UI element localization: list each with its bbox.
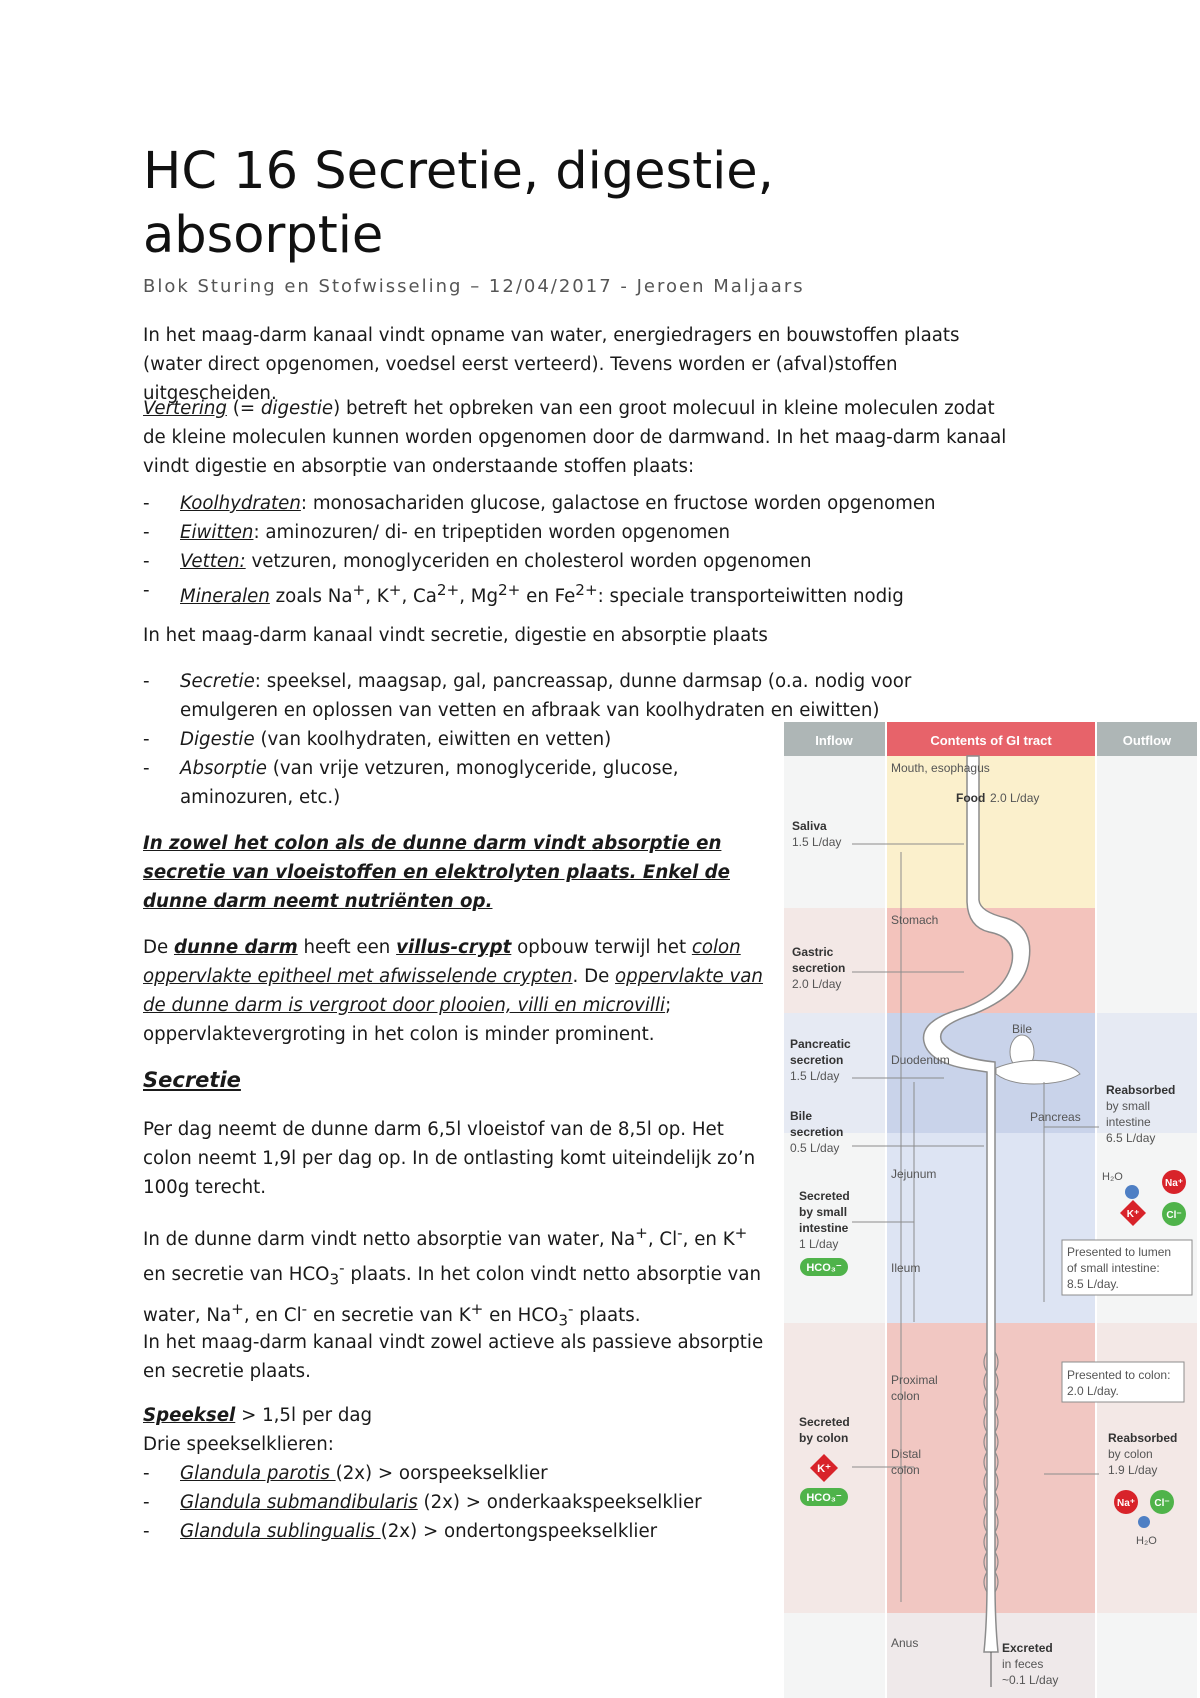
cl-ion-label: Cl⁻ [1154,1498,1170,1509]
mouth-label: Mouth, esophagus [891,761,990,775]
bile-secretion-label-1: Bile [790,1109,813,1123]
na-ion-label: Na⁺ [1164,1178,1184,1189]
k-ion-label: K⁺ [817,1463,831,1475]
dunne-darm-term: dunne darm [173,937,298,958]
villus-crypt-term: villus-crypt [396,937,512,958]
gastric-label-2: secretion [792,961,846,975]
klier-term: Glandula parotis [180,1463,336,1484]
colon-note [143,829,775,916]
bile-secretion-label-2: secretion [790,1125,844,1139]
presented-small-1: Presented to lumen [1067,1245,1172,1259]
pancreatic-label-2: secretion [790,1053,844,1067]
superscript: - [339,1259,345,1278]
water-molecule [1138,1516,1150,1528]
list-item [143,547,1013,576]
structuur-text: heeft een [297,937,397,958]
mineralen-text: , Mg [459,586,499,608]
klieren-list [143,1459,775,1546]
cl-ion-label: Cl⁻ [1166,1210,1182,1221]
food-label: Food [956,791,986,805]
netto-text: plaats. In het colon vindt netto absorptie van water, Na [143,1264,761,1326]
water-label: H₂O [1102,1171,1123,1183]
saliva-label: Saliva [792,819,827,833]
netto-text: , en K [682,1229,735,1251]
colon-note-emph: absorptie en secretie [143,833,722,883]
reabs-colon-label-1: Reabsorbed [1108,1431,1178,1445]
netto-text: en HCO [483,1304,559,1326]
superscript: + [470,1299,484,1318]
structuur-text: ; oppervlaktevergroting in het colon is minder prominent. [143,995,672,1045]
superscript: + [734,1224,748,1242]
netto-text: , Cl [647,1229,678,1251]
koolhydraten-term: Koolhydraten [180,493,301,514]
klier-term: Glandula submandibularis [180,1492,418,1513]
vertering-text-2: ) betreft het opbreken van een groot molecuul in kleine moleculen zodat de kleine moleculen kunnen worden opgenomen door de darmwand. In het maag-darm kanaal vindt digestie en absorptie van onderstaande stoffen plaats: [143,398,1007,477]
excreted-label-3: ~0.1 L/day [1002,1673,1059,1687]
k-ion-label: K⁺ [1126,1209,1140,1220]
subscript: 3 [329,1270,340,1289]
food-amount: 2.0 L/day [990,791,1040,805]
header-contents: Contents of GI tract [930,733,1052,748]
header-outflow: Outflow [1122,733,1172,748]
proximal-label-2: colon [891,1389,920,1403]
superscript: - [677,1224,683,1242]
digestie-text: (van koolhydraten, eiwitten en vetten) [254,729,612,750]
mineralen-text: en Fe [520,586,576,608]
reabs-small-label-2: by small [1106,1099,1151,1113]
stomach-label: Stomach [891,913,939,927]
superscript: 2+ [575,581,598,599]
klier-text: (2x) > oorspeekselklier [335,1463,548,1484]
colon-note-text: van vloeistoffen en elektrolyten plaats. Enkel de dunne darm neemt nutriënten op. [143,862,730,912]
speeksel-term: Speeksel [143,1405,236,1426]
pancreatic-label-1: Pancreatic [790,1037,851,1051]
list-item [143,1488,775,1517]
list-item [143,667,1013,725]
bile-amount: 0.5 L/day [790,1141,840,1155]
intro-paragraph: In het maag-darm kanaal vindt opname van water, energiedragers en bouwstoffen plaats (water direct opgenomen, voedsel eerst verteerd). Tevens worden er (afval)stoffen uitgescheiden. [143,325,960,404]
netto-text: en secretie van K [307,1304,471,1326]
vetten-text: vetzuren, monoglyceriden en cholesterol worden opgenomen [245,551,812,572]
na-ion-label: Na⁺ [1116,1498,1136,1509]
vertering-term: Vertering [143,398,227,419]
superscript: - [301,1299,308,1318]
hco3-label: HCO₃⁻ [806,1262,842,1274]
speeksel-paragraph [143,1401,775,1459]
klier-text: (2x) > onderkaakspeekselklier [417,1492,702,1513]
header-inflow: Inflow [815,733,853,748]
stoffen-list [143,489,1013,611]
oppervlakte-term: oppervlakte van de dunne darm is vergroot door plooien, villi en microvilli [143,966,763,1016]
structuur-paragraph [143,933,775,1049]
saliva-amount: 1.5 L/day [792,835,842,849]
superscript: + [352,581,366,599]
water-label: H₂O [1136,1535,1157,1547]
hco3-label: HCO₃⁻ [806,1492,842,1504]
pancreas-label: Pancreas [1030,1110,1081,1124]
klier-text: (2x) > ondertongspeekselklier [380,1521,658,1542]
mineralen-text: , K [365,586,389,608]
subscript: 3 [558,1311,569,1330]
absorptie-term: Absorptie [180,758,267,779]
netto-text: In de dunne darm vindt netto absorptie van water, Na [143,1229,636,1251]
gastric-amount: 2.0 L/day [792,977,842,991]
excreted-label-1: Excreted [1002,1641,1053,1655]
structuur-text: opbouw terwijl het [511,937,692,958]
presented-small-3: 8.5 L/day. [1067,1277,1119,1291]
reabs-small-amount: 6.5 L/day [1106,1131,1156,1145]
secreted-small-label-2: by small [799,1205,848,1219]
superscript: + [231,1299,244,1318]
vertering-text-1: (= [226,398,261,419]
secretie-text: : speeksel, maagsap, gal, pancreassap, dunne darmsap (o.a. nodig voor emulgeren en oplossen van vetten en afbraak van koolhydraten en eiwitten) [180,671,912,721]
reabs-small-label-3: intestine [1106,1115,1151,1129]
gastric-label-1: Gastric [792,945,834,959]
presented-colon-2: 2.0 L/day. [1067,1384,1119,1398]
subtitle: Blok Sturing en Stofwisseling – 12/04/2017 - Jeroen Maljaars [143,276,805,297]
ileum-label: Ileum [891,1261,921,1275]
mineralen-text: zoals Na [269,586,353,608]
vetten-term: Vetten: [180,551,246,572]
structuur-text: . De [572,966,616,987]
heading-secretie: Secretie [143,1068,241,1092]
speeksel-line2: Drie speekselklieren: [143,1434,334,1455]
page-title: HC 16 Secretie, digestie, absorptie [143,142,774,265]
distal-label-1: Distal [891,1447,922,1461]
superscript: + [635,1224,648,1242]
mineralen-text: , Ca [401,586,437,608]
absorptie-text: (van vrije vetzuren, monoglyceride, glucose, aminozuren, etc.) [180,758,679,808]
structuur-text: De [143,937,174,958]
distal-label-2: colon [891,1463,920,1477]
colon-term: colon oppervlakte epitheel met afwisselende crypten [143,937,741,987]
list-item [143,1459,775,1488]
list-item [143,518,1013,547]
list-item [143,1517,775,1546]
reabs-colon-label-2: by colon [1108,1447,1153,1461]
netto-paragraph [143,1219,775,1335]
mineralen-term: Mineralen [180,586,270,608]
digestie-term: digestie [260,398,334,419]
list-item [143,489,1013,518]
bile-label: Bile [1012,1022,1033,1036]
pancreatic-amount: 1.5 L/day [790,1069,840,1083]
digestie-term: Digestie [180,729,255,750]
jejunum-label: Jejunum [891,1167,937,1181]
list-item [143,576,1013,611]
vertering-paragraph [143,394,1013,481]
actief-paragraph: In het maag-darm kanaal vindt zowel actieve als passieve absorptie en secretie plaats. [143,1332,764,1382]
list-item [143,754,700,812]
presented-small-2: of small intestine: [1067,1261,1160,1275]
water-molecule [1125,1185,1139,1199]
colon-note-text: In zowel het colon als de dunne darm vindt [143,833,592,854]
mineralen-text: : speciale transporteiwitten nodig [597,586,904,608]
eiwitten-text: : aminozuren/ di- en tripeptiden worden opgenomen [253,522,731,543]
reabs-small-label-1: Reabsorbed [1106,1083,1176,1097]
netto-text: plaats. [573,1304,641,1326]
netto-text: en secretie van HCO [143,1264,330,1286]
superscript: 2+ [436,581,460,599]
list-item [143,725,700,754]
speeksel-text: > 1,5l per dag [235,1405,373,1426]
secretie-term: Secretie [180,671,255,692]
per-dag-paragraph: Per dag neemt de dunne darm 6,5l vloeistof van de 8,5l op. Het colon neemt 1,9l per dag op. In de ontlasting komt uiteindelijk zo’n 100g terecht. [143,1119,756,1198]
presented-colon-1: Presented to colon: [1067,1368,1171,1382]
koolhydraten-text: : monosachariden glucose, galactose en fructose worden opgenomen [300,493,936,514]
gi-tract-figure [784,722,1197,1698]
klier-term: Glandula sublingualis [180,1521,381,1542]
secreted-colon-label-1: Secreted [799,1415,850,1429]
superscript: 2+ [498,581,521,599]
secreted-small-label-1: Secreted [799,1189,850,1203]
secreted-colon-label-2: by colon [799,1431,849,1445]
mouth-band [887,756,1095,908]
duodenum-label: Duodenum [891,1053,950,1067]
excreted-label-2: in feces [1002,1657,1044,1671]
secretie-intro: In het maag-darm kanaal vindt secretie, digestie en absorptie plaats [143,625,768,646]
superscript: + [388,581,402,599]
reabs-colon-amount: 1.9 L/day [1108,1463,1158,1477]
anus-label: Anus [891,1636,919,1650]
proximal-label-1: Proximal [891,1373,938,1387]
netto-text: , en Cl [243,1304,302,1326]
secreted-small-label-3: intestine [799,1221,849,1235]
secreted-small-amount: 1 L/day [799,1237,839,1251]
eiwitten-term: Eiwitten [180,522,254,543]
superscript: - [568,1299,574,1318]
